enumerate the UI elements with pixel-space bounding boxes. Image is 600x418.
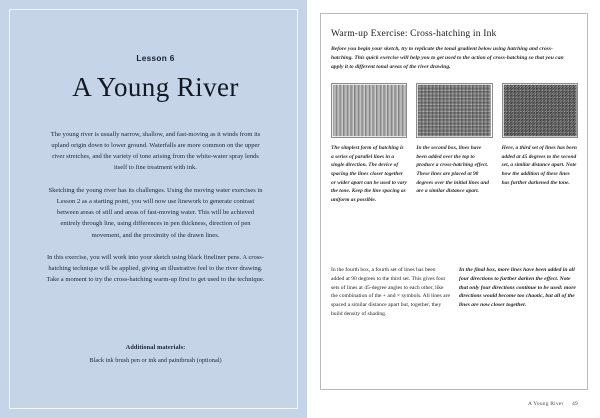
hatch-sample-4 xyxy=(331,216,450,318)
hatch-sample-3 xyxy=(502,83,578,204)
cross-hatching-90-swatch xyxy=(416,83,492,138)
hatch-sample-2 xyxy=(416,83,492,204)
footer-page-number: 49 xyxy=(572,401,578,407)
cross-hatching-45-swatch xyxy=(502,83,578,138)
page-footer xyxy=(528,401,578,407)
hatch-sample-4-caption: In the fourth box, a fourth set of lines has been added at 90 degrees to the third set. This gives four sets of lines at 45-degree angles to each other, like the combination of the + and × symbols. All lines are spaced a similar distance apart but, together, they build density of shading. xyxy=(331,267,450,317)
right-page xyxy=(307,0,600,418)
hatch-sample-3-caption: Here, a third set of lines has been added at 45 degrees to the second set, a similar distance apart. Note how the addition of these lines has further darkened the tone. xyxy=(501,145,577,186)
left-page-content xyxy=(28,54,283,286)
additional-materials-list: Black ink brush pen or ink and paintbrush (optional) xyxy=(89,357,222,364)
vertical-hatching-swatch xyxy=(331,83,407,138)
additional-materials-block xyxy=(28,344,283,365)
hatching-samples-row-bottom-wrap xyxy=(331,216,578,318)
body-paragraph-2: Sketching the young river has its challenges. Using the moving water exercises in Lesson 2 as a starting point, you will now use linework to generate contrast between areas of still and areas of fast-moving water. This will be achieved entirely through line, using differences in pen thickness, direction of pen movement, and the proximity of the drawn lines. xyxy=(48,186,263,239)
body-paragraph-3: In this exercise, you will work into your sketch using black fineliner pens. A cross-hatching technique will be applied, giving an illustrative feel to the river drawing. Take a moment to try the cross-hatching warm-up first to get used to the technique. xyxy=(46,253,265,284)
exercise-heading: Warm-up Exercise: Cross-hatching in Ink xyxy=(331,28,497,39)
lesson-label: Lesson 6 xyxy=(136,54,175,63)
additional-materials-heading: Additional materials: xyxy=(125,344,186,351)
footer-chapter-title: A Young River xyxy=(528,401,564,407)
page-title: A Young River xyxy=(72,72,239,102)
hatch-sample-5-caption: In the final box, more lines have been added in all four directions to further darken the effect. Note that only four directions continue to be used: more directions would become too chaotic, but all of the lines are now closer together. xyxy=(459,267,576,309)
hatching-samples-row-top xyxy=(331,83,578,204)
warm-up-exercise-panel xyxy=(331,28,578,318)
hatch-sample-1-caption: The simplest form of hatching is a series of parallel lines in a single direction. The device of spacing the lines closer together or wider apart can be used to vary the tone. Keep the line spacing as uniform as possible. xyxy=(331,145,407,203)
hatch-sample-5 xyxy=(459,216,578,318)
hatch-sample-2-caption: In the second box, lines have been added over the top to produce a cross-hatching effect. These lines are placed at 90 degrees over the initial lines and are a similar distance apart. xyxy=(416,145,489,195)
exercise-intro-text: Before you begin your sketch, try to replicate the tonal gradient below using hatching and cross-hatching. This quick exercise will help you to get used to the action of cross-hatching so that you can apply it to different tonal areas of the river drawing. xyxy=(331,46,564,71)
hatch-sample-1 xyxy=(331,83,407,204)
hatching-samples-row-bottom xyxy=(331,216,578,318)
body-paragraph-1: The young river is usually narrow, shallow, and fast-moving as it winds from its upland origin down to lower ground. Waterfalls are more common on the upper river stretches, and the variety of tone arising from the white-water spray lends itself to fine treatment with ink. xyxy=(50,130,261,172)
